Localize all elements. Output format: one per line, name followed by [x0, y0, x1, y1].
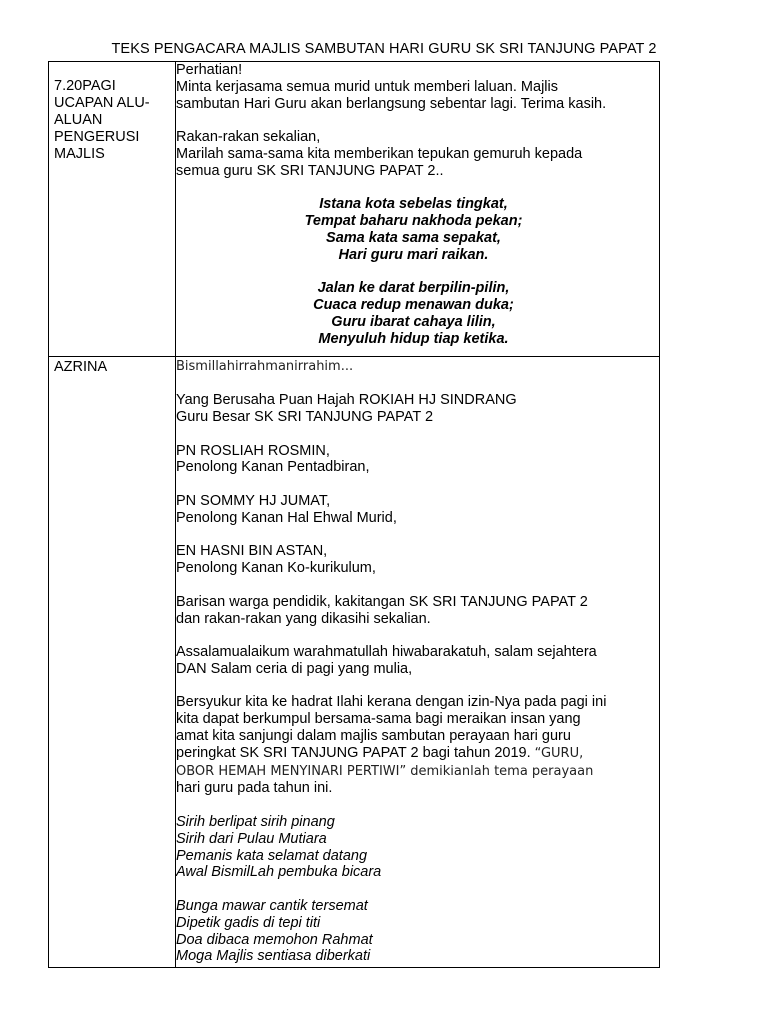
- verse-line: Menyuluh hidup tiap ketika.: [318, 330, 509, 347]
- speaker-cell: [49, 356, 176, 968]
- theme-text: OBOR HEMAH MENYINARI PERTIWI”: [176, 763, 407, 779]
- text-line: Perhatian!: [176, 62, 243, 78]
- text-fragment: demikianlah tema perayaan: [410, 763, 594, 779]
- applause-paragraph: [176, 129, 659, 179]
- verse-line: Moga Majlis sentiasa diberkati: [176, 948, 371, 965]
- role-label: UCAPAN ALU-: [54, 95, 150, 111]
- greeting-headmaster: [176, 392, 659, 426]
- table-row: [49, 62, 660, 357]
- role-label: PENGERUSI: [54, 129, 140, 145]
- role-label: MAJLIS: [54, 146, 105, 162]
- text-line: dan rakan-rakan yang dikasihi sekalian.: [176, 610, 431, 627]
- text-line: Bersyukur kita ke hadrat Ilahi kerana dengan izin-Nya pada pagi ini: [176, 694, 607, 711]
- document-title: TEKS PENGACARA MAJLIS SAMBUTAN HARI GURU SK SRI TANJUNG PAPAT 2: [111, 41, 657, 57]
- greeting-cocurriculum: [176, 543, 659, 577]
- text-line: Rakan-rakan sekalian,: [176, 129, 321, 146]
- table-row: [49, 356, 660, 968]
- pantun-verse: [176, 196, 659, 263]
- salam-paragraph: [176, 644, 659, 678]
- greeting-admin: [176, 443, 659, 477]
- verse-line: Awal BismilLah pembuka bicara: [176, 864, 382, 881]
- text-line: EN HASNI BIN ASTAN,: [176, 543, 328, 560]
- script-cell: [176, 62, 660, 357]
- text-line: [176, 763, 659, 781]
- text-line: semua guru SK SRI TANJUNG PAPAT 2..: [176, 162, 444, 179]
- text-line: PN SOMMY HJ JUMAT,: [176, 492, 331, 509]
- verse-line: Sama kata sama sepakat,: [326, 229, 501, 246]
- text-line: amat kita sanjungi dalam majlis sambutan perayaan hari guru: [176, 728, 571, 745]
- verse-line: Pemanis kata selamat datang: [176, 847, 368, 864]
- text-line: kita dapat berkumpul bersama-sama bagi meraikan insan yang: [176, 711, 581, 728]
- time-label: 7.20PAGI: [54, 78, 116, 94]
- verse-line: Hari guru mari raikan.: [338, 246, 489, 263]
- pantun-verse: [176, 814, 659, 881]
- text-line: Penolong Kanan Hal Ehwal Murid,: [176, 509, 397, 526]
- text-line: PN ROSLIAH ROSMIN,: [176, 442, 330, 459]
- pantun-verse: [176, 898, 659, 965]
- text-line: Guru Besar SK SRI TANJUNG PAPAT 2: [176, 408, 434, 425]
- text-line: Yang Berusaha Puan Hajah ROKIAH HJ SINDRANG: [176, 392, 517, 409]
- announcement-paragraph: [176, 62, 659, 112]
- text-line: hari guru pada tahun ini.: [176, 780, 333, 797]
- text-line: [176, 745, 659, 763]
- emcee-script-table: [48, 61, 660, 968]
- theme-text: “GURU,: [534, 745, 584, 761]
- text-line: Penolong Kanan Ko-kurikulum,: [176, 560, 376, 577]
- text-line: Barisan warga pendidik, kakitangan SK SRI TANJUNG PAPAT 2: [176, 593, 588, 610]
- verse-line: Sirih dari Pulau Mutiara: [176, 830, 327, 847]
- verse-line: Doa dibaca memohon Rahmat: [176, 931, 373, 948]
- role-label: ALUAN: [54, 112, 103, 128]
- text-line: Assalamualaikum warahmatullah hiwabarakatuh, salam sejahtera: [176, 644, 597, 661]
- verse-line: Istana kota sebelas tingkat,: [319, 196, 508, 213]
- verse-line: Cuaca redup menawan duka;: [313, 297, 514, 314]
- greeting-student-affairs: [176, 493, 659, 527]
- verse-line: Tempat baharu nakhoda pekan;: [304, 213, 523, 230]
- speaker-name: AZRINA: [54, 358, 108, 375]
- verse-line: Bunga mawar cantik tersemat: [176, 898, 368, 915]
- text-fragment: peringkat SK SRI TANJUNG PAPAT 2 bagi tahun 2019.: [176, 744, 531, 761]
- greeting-staff: [176, 594, 659, 628]
- text-line: DAN Salam ceria di pagi yang mulia,: [176, 660, 413, 677]
- text-line: Minta kerjasama semua murid untuk memberi laluan. Majlis: [176, 78, 558, 95]
- verse-line: Jalan ke darat berpilin-pilin,: [317, 280, 510, 297]
- gratitude-paragraph: [176, 694, 659, 797]
- verse-line: Dipetik gadis di tepi titi: [176, 914, 321, 931]
- text-line: Marilah sama-sama kita memberikan tepukan gemuruh kepada: [176, 145, 583, 162]
- text-line: Penolong Kanan Pentadbiran,: [176, 459, 370, 476]
- time-role-cell: [49, 62, 176, 357]
- text-line: sambutan Hari Guru akan berlangsung sebentar lagi. Terima kasih.: [176, 95, 607, 112]
- verse-line: Sirih berlipat sirih pinang: [176, 814, 335, 831]
- verse-line: Guru ibarat cahaya lilin,: [331, 313, 496, 330]
- script-cell: [176, 356, 660, 968]
- bismillah-line: Bismillahirrahmanirrahim...: [176, 358, 354, 374]
- pantun-verse: [176, 280, 659, 347]
